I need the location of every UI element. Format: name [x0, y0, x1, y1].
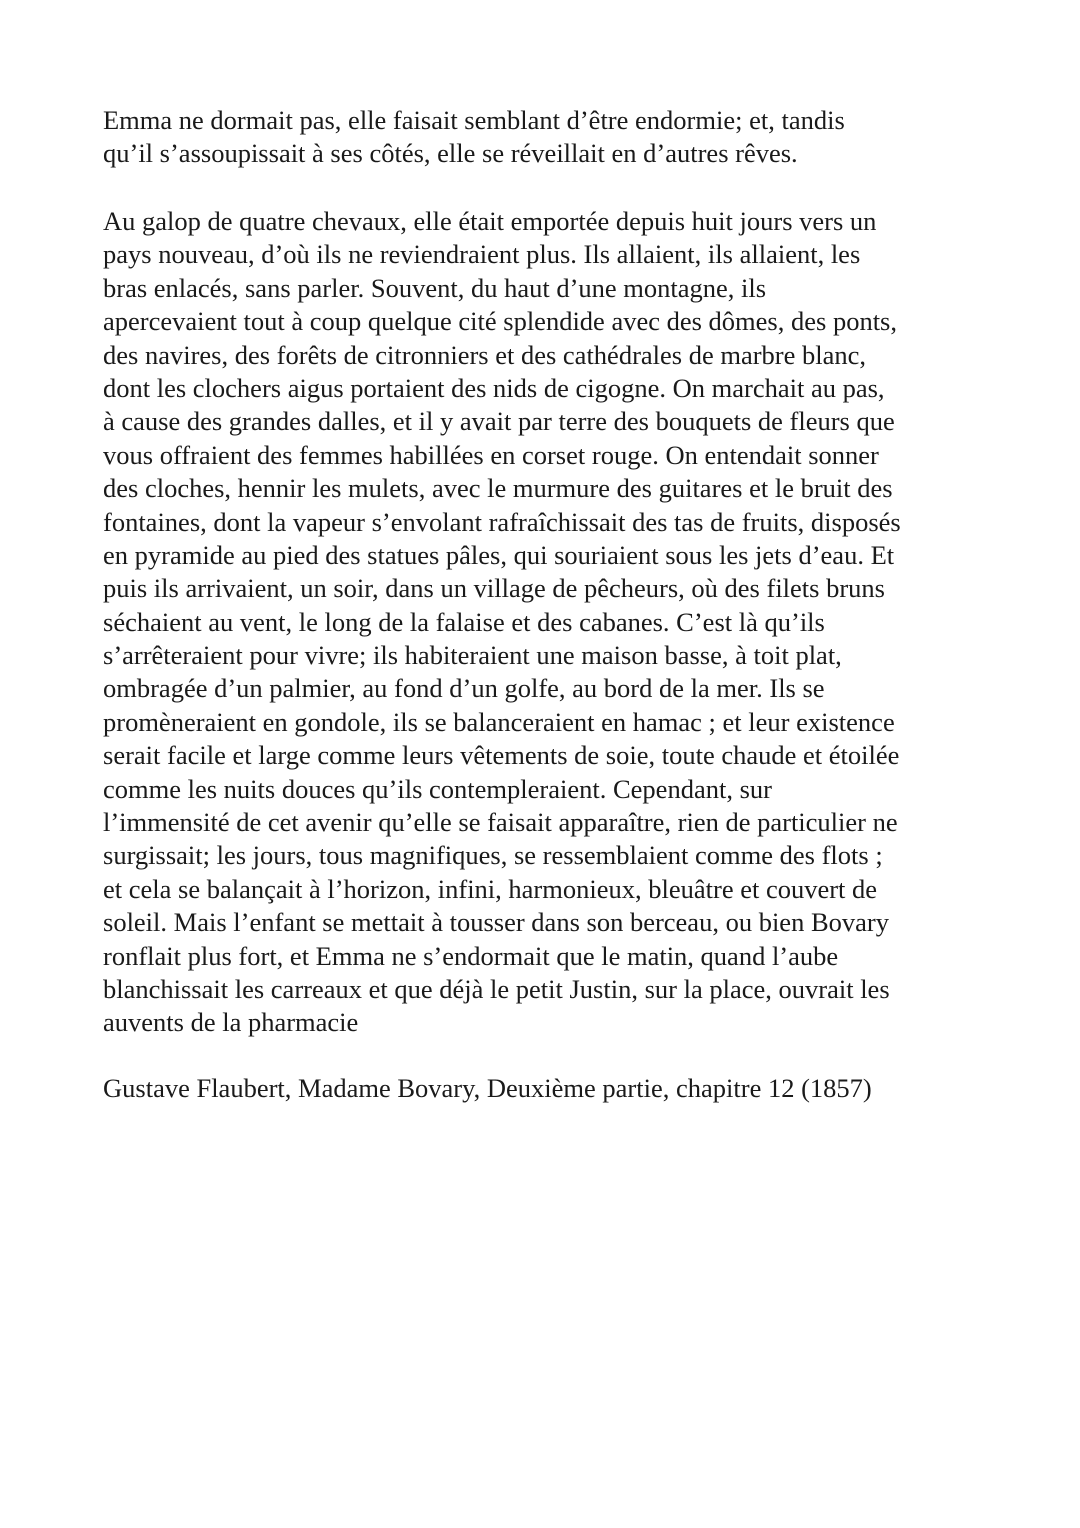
citation-text: Gustave Flaubert, Madame Bovary, Deuxième partie, chapitre 12 (1857) [103, 1073, 872, 1103]
text-line: séchaient au vent, le long de la falaise et des cabanes. C’est là qu’ils [103, 606, 825, 637]
text-line: fontaines, dont la vapeur s’envolant rafraîchissait des tas de fruits, disposés [103, 506, 901, 537]
source-citation [103, 1072, 983, 1105]
text-line: s’arrêteraient pour vivre; ils habiteraient une maison basse, à toit plat, [103, 640, 842, 671]
text-line: surgissait; les jours, tous magnifiques, se ressemblaient comme des flots ; [103, 840, 883, 871]
text-line: des navires, des forêts de citronniers et des cathédrales de marbre blanc, [103, 339, 867, 370]
text-line: des cloches, hennir les mulets, avec le murmure des guitares et le bruit des [103, 473, 893, 504]
text-line: apercevaient tout à coup quelque cité splendide avec des dômes, des ponts, [103, 306, 897, 337]
text-line: bras enlacés, sans parler. Souvent, du haut d’une montagne, ils [103, 272, 767, 303]
text-line: en pyramide au pied des statues pâles, qui souriaient sous les jets d’eau. Et [103, 539, 895, 570]
text-line: dont les clochers aigus portaient des nids de cigogne. On marchait au pas, [103, 372, 885, 403]
text-line: blanchissait les carreaux et que déjà le petit Justin, sur la place, ouvrait les [103, 973, 890, 1004]
text-line: auvents de la pharmacie [103, 1007, 359, 1038]
text-line: vous offraient des femmes habillées en corset rouge. On entendait sonner [103, 439, 879, 470]
text-line: puis ils arrivaient, un soir, dans un village de pêcheurs, où des filets bruns [103, 573, 885, 604]
text-line: comme les nuits douces qu’ils contempleraient. Cependant, sur [103, 773, 772, 804]
text-line: pays nouveau, d’où ils ne reviendraient plus. Ils allaient, ils allaient, les [103, 239, 861, 270]
paragraph-1 [103, 104, 983, 171]
text-line: serait facile et large comme leurs vêtements de soie, toute chaude et étoilée [103, 740, 900, 771]
text-line: l’immensité de cet avenir qu’elle se faisait apparaître, rien de particulier ne [103, 807, 898, 838]
text-line: et cela se balançait à l’horizon, infini, harmonieux, bleuâtre et couvert de [103, 873, 878, 904]
text-line: promèneraient en gondole, ils se balanceraient en hamac ; et leur existence [103, 706, 895, 737]
text-line: qu’il s’assoupissait à ses côtés, elle se réveillait en d’autres rêves. [103, 138, 798, 169]
text-line: soleil. Mais l’enfant se mettait à tousser dans son berceau, ou bien Bovary [103, 907, 889, 938]
paragraph-2 [103, 205, 983, 1040]
text-line: Au galop de quatre chevaux, elle était emportée depuis huit jours vers un [103, 206, 877, 236]
text-line: ronflait plus fort, et Emma ne s’endormait que le matin, quand l’aube [103, 940, 839, 971]
text-line: ombragée d’un palmier, au fond d’un golfe, au bord de la mer. Ils se [103, 673, 825, 704]
text-line: à cause des grandes dalles, et il y avait par terre des bouquets de fleurs que [103, 406, 895, 437]
text-line: Emma ne dormait pas, elle faisait semblant d’être endormie; et, tandis [103, 105, 845, 135]
